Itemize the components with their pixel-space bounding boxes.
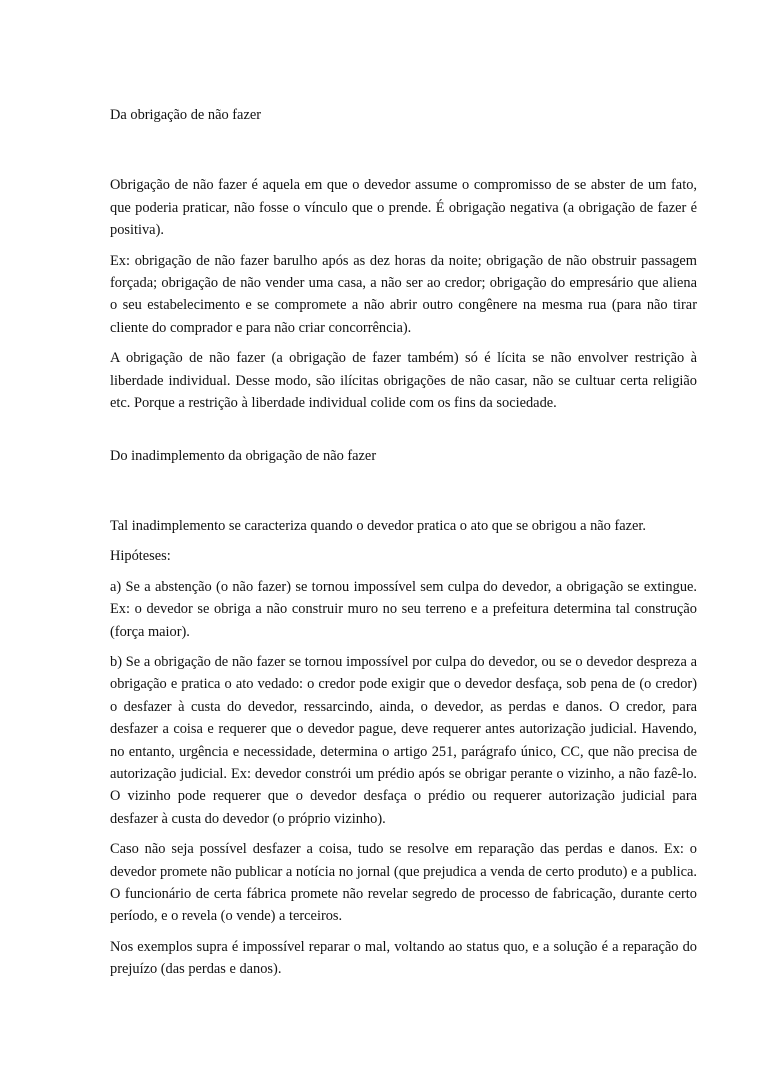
paragraph-hypothesis-b: b) Se a obrigação de não fazer se tornou impossível por culpa do devedor, ou se o devedor despreza a obrigação e pratica o ato vedado: o credor pode exigir que o devedor desfaça, sob pena de (o credor) o desfazer à custa do devedor, ressarcindo, ainda, o devedor, as perdas e danos. O credor, para desfazer a coisa e requerer que o devedor pague, deve requerer antes autorização judicial. Havendo, no entanto, urgência e necessidade, determina o artigo 251, parágrafo único, CC, que não precisa de autorização judicial. Ex: devedor constrói um prédio após se obrigar perante o vizinho, a não fazê-lo. O vizinho pode requerer que o devedor desfaça o prédio ou requerer autorização judicial para desfazer à custa do devedor (o próprio vizinho). (110, 653, 697, 827)
paragraph-definition: Obrigação de não fazer é aquela em que o devedor assume o compromisso de se abster de um fato, que poderia praticar, não fosse o vínculo que o prende. É obrigação negativa (a obrigação de fazer é positiva). (110, 177, 697, 239)
paragraph-damages: Caso não seja possível desfazer a coisa, tudo se resolve em reparação das perdas e danos. Ex: o devedor promete não publicar a notícia no jornal (que prejudica a venda de certo produto) e a publica. O funcionário de certa fábrica promete não revelar segredo de processo de fabricação, durante certo período, e o revela (o vende) a terceiros. (110, 841, 697, 925)
section-heading-obrigacao-nao-fazer: Da obrigação de não fazer (110, 107, 262, 123)
paragraph-hypotheses-label: Hipóteses: (110, 548, 171, 565)
paragraph-examples: Ex: obrigação de não fazer barulho após as dez horas da noite; obrigação de não obstruir passagem forçada; obrigação de não vender uma casa, a não ser ao credor; obrigação do empresário que aliena o seu estabelecimento e se compromete a não abrir outro congênere na mesma rua (para não tirar cliente do comprador e para não criar concorrência). (110, 252, 697, 336)
section-heading-inadimplemento: Do inadimplemento da obrigação de não fazer (110, 448, 377, 465)
paragraph-liceity: A obrigação de não fazer (a obrigação de fazer também) só é lícita se não envolver restrição à liberdade individual. Desse modo, são ilícitas obrigações de não casar, não se cultuar certa religião etc. Porque a restrição à liberdade individual colide com os fins da sociedade. (110, 350, 697, 412)
paragraph-conclusion: Nos exemplos supra é impossível reparar o mal, voltando ao status quo, e a solução é a reparação do prejuízo (das perdas e danos). (110, 938, 697, 978)
document-content (110, 104, 697, 989)
paragraph-characterization: Tal inadimplemento se caracteriza quando o devedor pratica o ato que se obrigou a não fazer. (110, 517, 647, 534)
paragraph-hypothesis-a: a) Se a abstenção (o não fazer) se tornou impossível sem culpa do devedor, a obrigação se extingue. Ex: o devedor se obriga a não construir muro no seu terreno e a prefeitura determina tal construção (força maior). (110, 578, 697, 640)
